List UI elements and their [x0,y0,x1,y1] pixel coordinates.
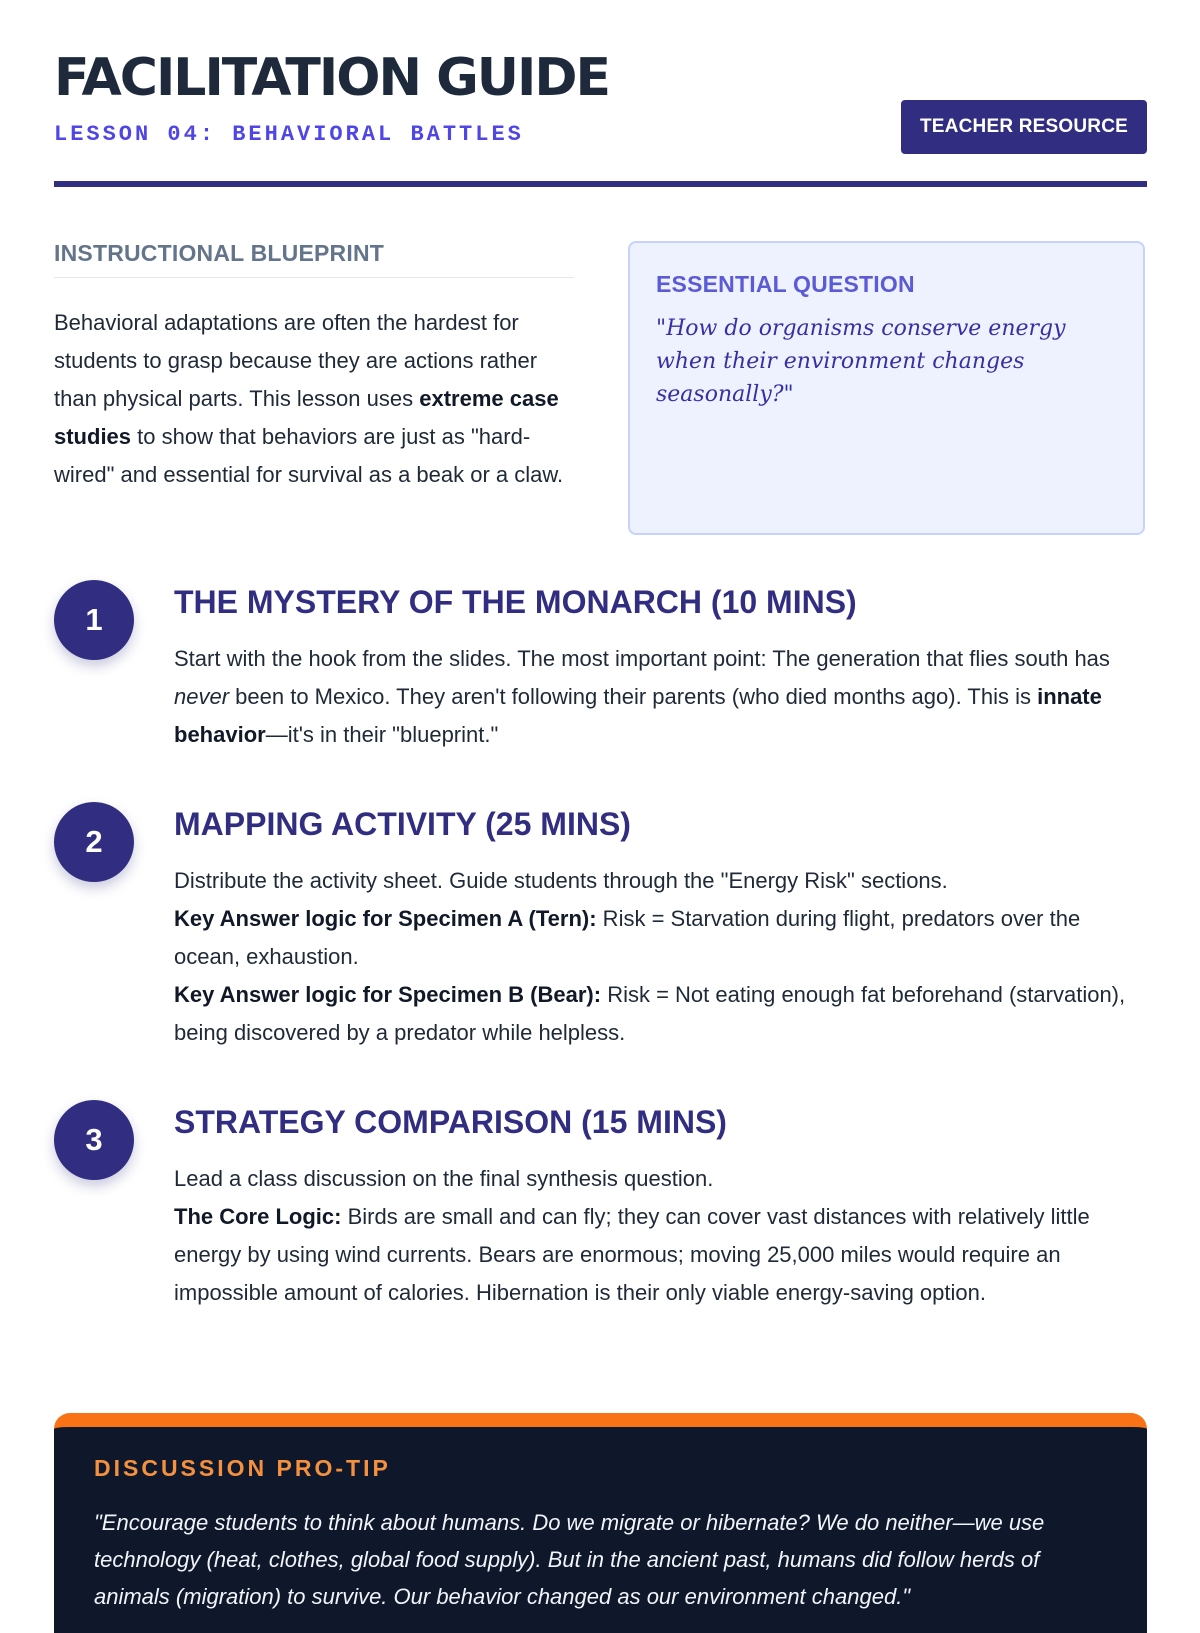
header-divider [54,181,1147,187]
blueprint-text-end: to show that behaviors are just as "hard-wired" and essential for survival as a beak or a claw. [54,424,564,487]
specimen-b-label: Key Answer logic for Specimen B (Bear): [174,982,602,1007]
step-description [174,640,1149,754]
step-title: THE MYSTERY OF THE MONARCH (10 MINS) [174,584,857,620]
step-intro: Distribute the activity sheet. Guide students through the "Energy Risk" sections. [174,868,948,893]
step-number-badge: 1 [54,580,134,660]
step-text-part: been to Mexico. They aren't following their parents (who died months ago). This is [229,684,1038,709]
pro-tip-heading: DISCUSSION PRO-TIP [94,1455,391,1481]
blueprint-paragraph [54,304,574,494]
essential-question-heading: ESSENTIAL QUESTION [656,271,915,297]
specimen-a-answer [174,900,1149,976]
pro-tip-text: "Encourage students to think about humans. Do we migrate or hibernate? We do neither—we use technology (heat, clothes, global food supply). But in the ancient past, humans did follow herds of animals (migration) to survive. Our behavior changed as our environment changed." [94,1510,1045,1609]
specimen-a-text: Risk = Starvation during flight, predators over the ocean, exhaustion. [174,906,1081,969]
step-intro: Lead a class discussion on the final synthesis question. [174,1166,714,1191]
step-body [174,1100,1149,1312]
specimen-a-label: Key Answer logic for Specimen A (Tern): [174,906,597,931]
teacher-resource-badge: TEACHER RESOURCE [901,100,1147,154]
core-logic-text: Birds are small and can fly; they can cover vast distances with relatively little energy by using wind currents. Bears are enormous; moving 25,000 miles would require an impossible amount of calories. Hibernation is their only viable energy-saving option. [174,1204,1090,1305]
essential-question-text: "How do organisms conserve energy when their environment changes seasonally?" [656,316,1066,407]
step-body [174,580,1149,754]
step-text-part: —it's in their "blueprint." [265,722,499,747]
step-text-italic: never [174,684,230,709]
discussion-pro-tip-box [54,1413,1147,1633]
step-title: MAPPING ACTIVITY (25 MINS) [174,806,631,842]
page-header [54,0,1147,190]
step-text-bold: innate behavior [174,684,1102,747]
step-title: STRATEGY COMPARISON (15 MINS) [174,1104,727,1140]
core-logic [174,1198,1149,1312]
step-number-badge: 2 [54,802,134,882]
instructional-blueprint-section [54,240,574,494]
page-title: FACILITATION GUIDE [54,48,610,108]
blueprint-text-start: Behavioral adaptations are often the hardest for students to grasp because they are actions rather than physical parts. This lesson uses [54,310,538,411]
core-logic-label: The Core Logic: [174,1204,342,1229]
step-number-badge: 3 [54,1100,134,1180]
specimen-b-text: Risk = Not eating enough fat beforehand (starvation), being discovered by a predator while helpless. [174,982,1126,1045]
step-description [174,1160,1149,1312]
blueprint-heading: INSTRUCTIONAL BLUEPRINT [54,240,574,278]
step-description [174,862,1149,1052]
specimen-b-answer [174,976,1149,1052]
essential-question-box [628,241,1145,535]
step-body [174,802,1149,1052]
blueprint-text-emphasis: extreme case studies [54,386,559,449]
step-text-part: Start with the hook from the slides. The most important point: The generation that flies south has [174,646,1110,671]
facilitation-guide-page [54,0,1147,1609]
lesson-subtitle: LESSON 04: BEHAVIORAL BATTLES [54,122,524,147]
